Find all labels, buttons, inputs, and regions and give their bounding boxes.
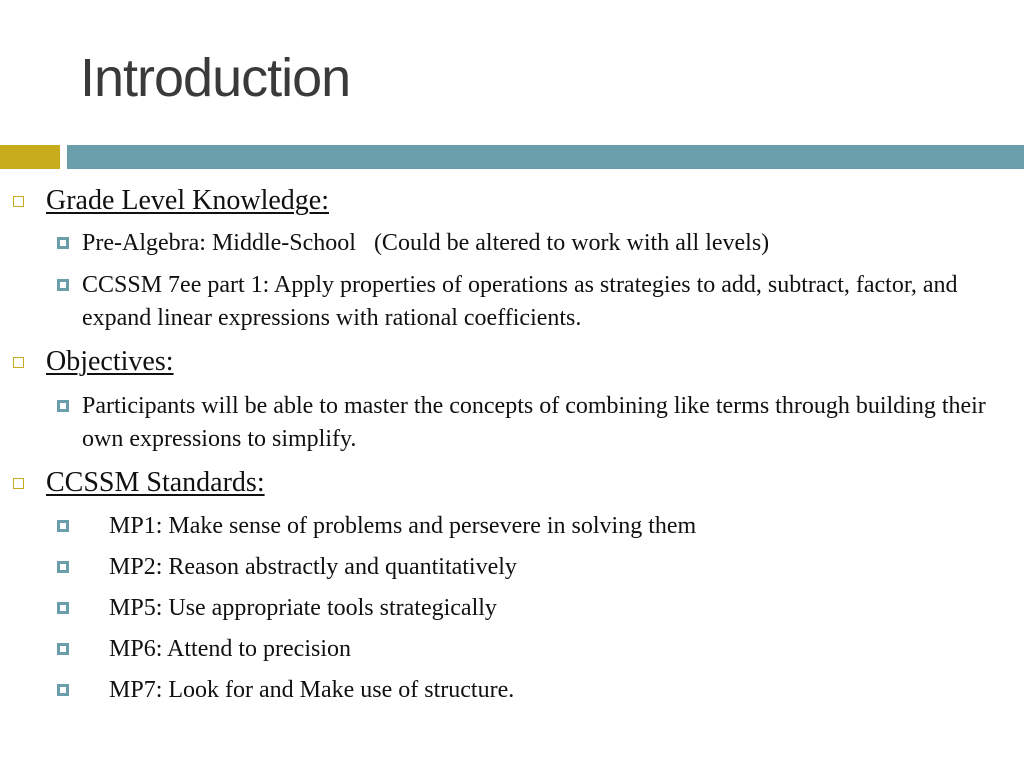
hollow-square-bullet-icon: [13, 196, 24, 207]
section-heading-ccssm-standards: [13, 467, 265, 499]
section-heading-grade-level: [13, 185, 329, 217]
section-heading-text: Objectives:: [46, 346, 174, 377]
list-item-text: MP7: Look for and Make use of structure.: [109, 677, 515, 703]
list-item: [57, 592, 987, 625]
list-item-text: MP2: Reason abstractly and quantitatively: [109, 554, 517, 580]
slide-title: Introduction: [80, 48, 351, 108]
list-item-text: Participants will be able to master the concepts of combining like terms through building their own expressions to simplify.: [82, 393, 986, 452]
square-bullet-icon: [57, 602, 69, 614]
square-bullet-icon: [57, 237, 69, 249]
section-heading-objectives: [13, 346, 174, 378]
square-bullet-icon: [57, 684, 69, 696]
square-bullet-icon: [57, 279, 69, 291]
square-bullet-icon: [57, 400, 69, 412]
section-heading-text: Grade Level Knowledge:: [46, 185, 329, 216]
list-item-text: CCSSM 7ee part 1: Apply properties of operations as strategies to add, subtract, factor, and expand linear expressions with rational coefficients.: [82, 272, 958, 331]
list-item-text: MP5: Use appropriate tools strategically: [109, 595, 497, 621]
list-item-text: Pre-Algebra: Middle-School (Could be altered to work with all levels): [82, 230, 770, 256]
square-bullet-icon: [57, 643, 69, 655]
list-item: [57, 269, 987, 335]
list-item: [57, 674, 987, 707]
section-heading-text: CCSSM Standards:: [46, 467, 265, 498]
list-item: [57, 510, 987, 543]
list-item-text: MP6: Attend to precision: [109, 636, 351, 662]
list-item: [57, 390, 987, 456]
list-item: [57, 227, 987, 260]
list-item: [57, 633, 987, 666]
hollow-square-bullet-icon: [13, 478, 24, 489]
hollow-square-bullet-icon: [13, 357, 24, 368]
list-item: [57, 551, 987, 584]
list-item-text: MP1: Make sense of problems and persevere in solving them: [109, 513, 697, 539]
square-bullet-icon: [57, 520, 69, 532]
square-bullet-icon: [57, 561, 69, 573]
